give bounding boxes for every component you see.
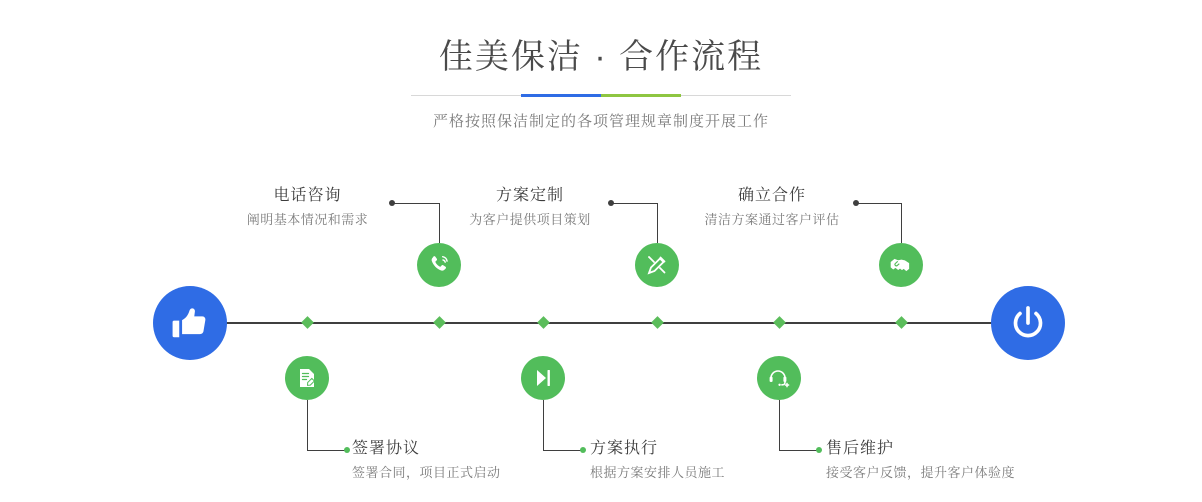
pen-ruler-icon bbox=[645, 253, 669, 277]
connector-line bbox=[611, 203, 658, 204]
step-title: 方案执行 bbox=[590, 440, 659, 457]
step-label-6 bbox=[826, 438, 1046, 483]
connector-line bbox=[901, 203, 902, 243]
phone-call-icon bbox=[427, 253, 451, 277]
connector-line bbox=[543, 400, 544, 450]
step-icon-play-forward bbox=[521, 356, 565, 400]
connector-line bbox=[439, 203, 440, 243]
connector-line bbox=[657, 203, 658, 243]
headset-support-icon bbox=[767, 366, 791, 390]
axis-marker bbox=[301, 316, 314, 329]
connector-line bbox=[543, 450, 583, 451]
step-title: 电话咨询 bbox=[273, 187, 342, 204]
connector-line bbox=[779, 400, 780, 450]
connector-endpoint-dot bbox=[580, 447, 586, 453]
page-title: 佳美保洁 · 合作流程 bbox=[438, 38, 764, 76]
step-desc: 阐明基本情况和需求 bbox=[246, 212, 369, 227]
timeline-end-node bbox=[991, 286, 1065, 360]
step-desc: 为客户提供项目策划 bbox=[469, 212, 591, 227]
step-icon-phone-call bbox=[417, 243, 461, 287]
axis-marker bbox=[537, 316, 550, 329]
step-icon-pen-ruler bbox=[635, 243, 679, 287]
process-timeline bbox=[0, 160, 1202, 500]
axis-marker bbox=[651, 316, 664, 329]
handshake-icon bbox=[888, 252, 914, 278]
step-desc: 接受客户反馈，提升客户体验度 bbox=[826, 465, 1016, 480]
step-label-4 bbox=[590, 438, 770, 483]
connector-endpoint-dot bbox=[344, 447, 350, 453]
page-header bbox=[0, 34, 1202, 131]
connector-line bbox=[856, 203, 902, 204]
step-title: 方案定制 bbox=[495, 187, 564, 204]
document-edit-icon bbox=[295, 366, 319, 390]
play-forward-icon bbox=[531, 366, 555, 390]
step-label-3 bbox=[449, 185, 611, 230]
connector-line bbox=[779, 450, 819, 451]
connector-line bbox=[307, 400, 308, 450]
connector-line bbox=[307, 450, 347, 451]
timeline-start-node bbox=[153, 286, 227, 360]
title-divider bbox=[411, 94, 791, 97]
step-icon-handshake bbox=[879, 243, 923, 287]
axis-marker bbox=[433, 316, 446, 329]
step-label-5 bbox=[688, 185, 856, 230]
thumbs-up-icon bbox=[171, 304, 209, 342]
step-label-2 bbox=[352, 438, 532, 483]
connector-line bbox=[392, 203, 440, 204]
step-icon-document-edit bbox=[285, 356, 329, 400]
step-desc: 根据方案安排人员施工 bbox=[590, 465, 726, 480]
power-icon bbox=[1008, 303, 1048, 343]
axis-marker bbox=[895, 316, 908, 329]
divider-accent-blue bbox=[521, 94, 601, 97]
page-subtitle: 严格按照保洁制定的各项管理规章制度开展工作 bbox=[432, 113, 769, 130]
step-title: 售后维护 bbox=[826, 440, 895, 457]
step-title: 签署协议 bbox=[352, 440, 421, 457]
step-icon-headset-support bbox=[757, 356, 801, 400]
step-desc: 签署合同，项目正式启动 bbox=[352, 465, 501, 480]
axis-marker bbox=[773, 316, 786, 329]
step-title: 确立合作 bbox=[737, 187, 806, 204]
step-desc: 清洁方案通过客户评估 bbox=[704, 212, 840, 227]
connector-endpoint-dot bbox=[816, 447, 822, 453]
step-label-1 bbox=[225, 185, 390, 230]
divider-accent-green bbox=[601, 94, 681, 97]
